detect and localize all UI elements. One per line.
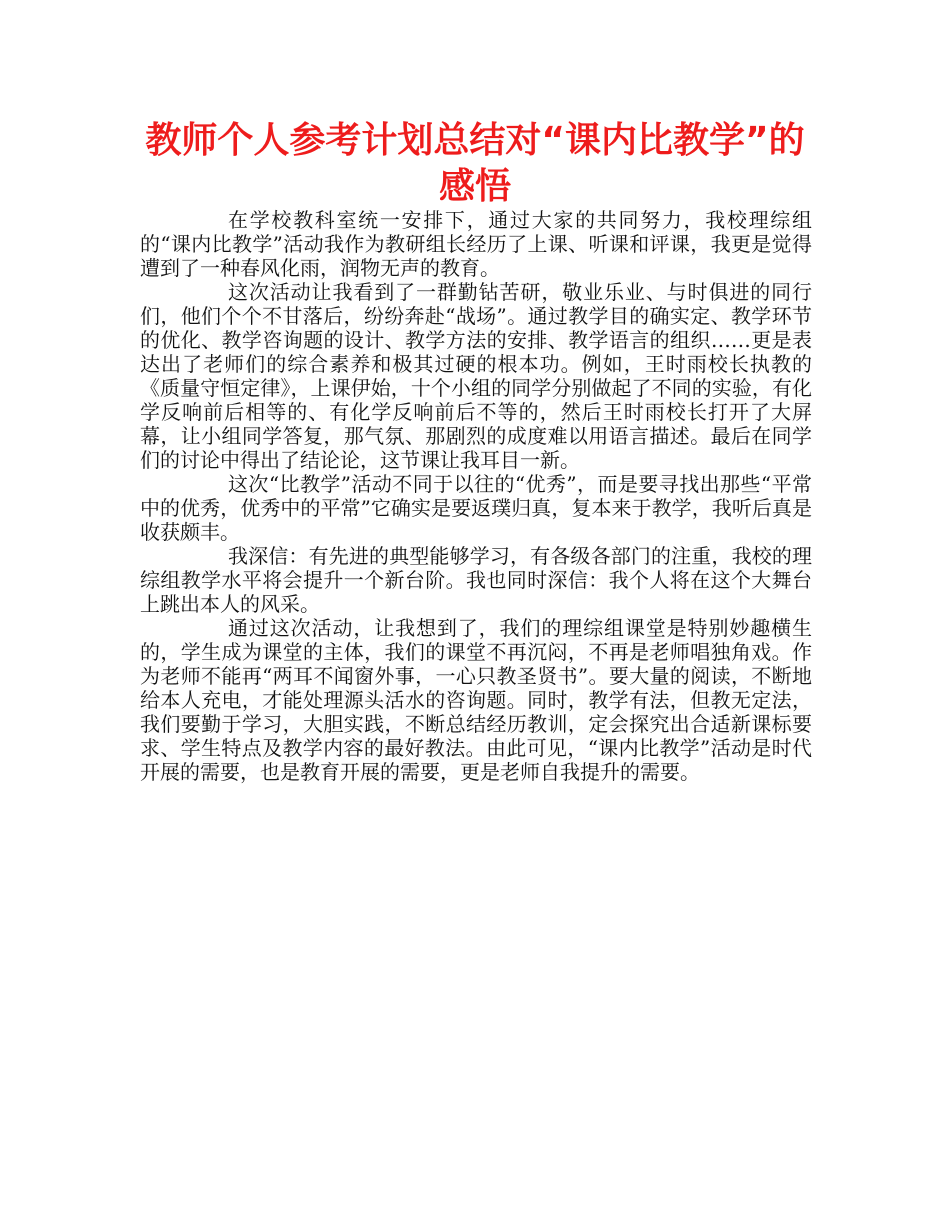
paragraph-3: 这次“比教学”活动不同于以往的“优秀”，而是要寻找出那些“平常中的优秀，优秀中的平常”它确实是要返璞归真，复本来于教学，我听后真是收获颇丰。 <box>140 472 812 544</box>
paragraph-4: 我深信：有先进的典型能够学习，有各级各部门的注重，我校的理综组教学水平将会提升一个新台阶。我也同时深信：我个人将在这个大舞台上跳出本人的风采。 <box>140 544 812 616</box>
document-body <box>140 208 812 784</box>
paragraph-5: 通过这次活动，让我想到了，我们的理综组课堂是特别妙趣横生的，学生成为课堂的主体，我们的课堂不再沉闷，不再是老师唱独角戏。作为老师不能再“两耳不闻窗外事，一心只教圣贤书”。要大量的阅读，不断地给本人充电，才能处理源头活水的咨询题。同时，教学有法，但教无定法，我们要勤于学习，大胆实践，不断总结经历教训，定会探究出合适新课标要求、学生特点及教学内容的最好教法。由此可见，“课内比教学”活动是时代开展的需要，也是教育开展的需要，更是老师自我提升的需要。 <box>140 616 812 784</box>
document-title: 教师个人参考计划总结对“课内比教学”的感悟 <box>145 120 805 207</box>
paragraph-2: 这次活动让我看到了一群勤钻苦研，敬业乐业、与时俱进的同行们，他们个个不甘落后，纷纷奔赴“战场”。通过教学目的确实定、教学环节的优化、教学咨询题的设计、教学方法的安排、教学语言的组织……更是表达出了老师们的综合素养和极其过硬的根本功。例如，王时雨校长执教的《质量守恒定律》，上课伊始，十个小组的同学分别做起了不同的实验，有化学反响前后相等的、有化学反响前后不等的，然后王时雨校长打开了大屏幕，让小组同学答复，那气氛、那剧烈的成度难以用语言描述。最后在同学们的讨论中得出了结论论，这节课让我耳目一新。 <box>140 280 812 472</box>
paragraph-1: 在学校教科室统一安排下，通过大家的共同努力，我校理综组的“课内比教学”活动我作为教研组长经历了上课、听课和评课，我更是觉得遭到了一种春风化雨，润物无声的教育。 <box>140 208 812 280</box>
